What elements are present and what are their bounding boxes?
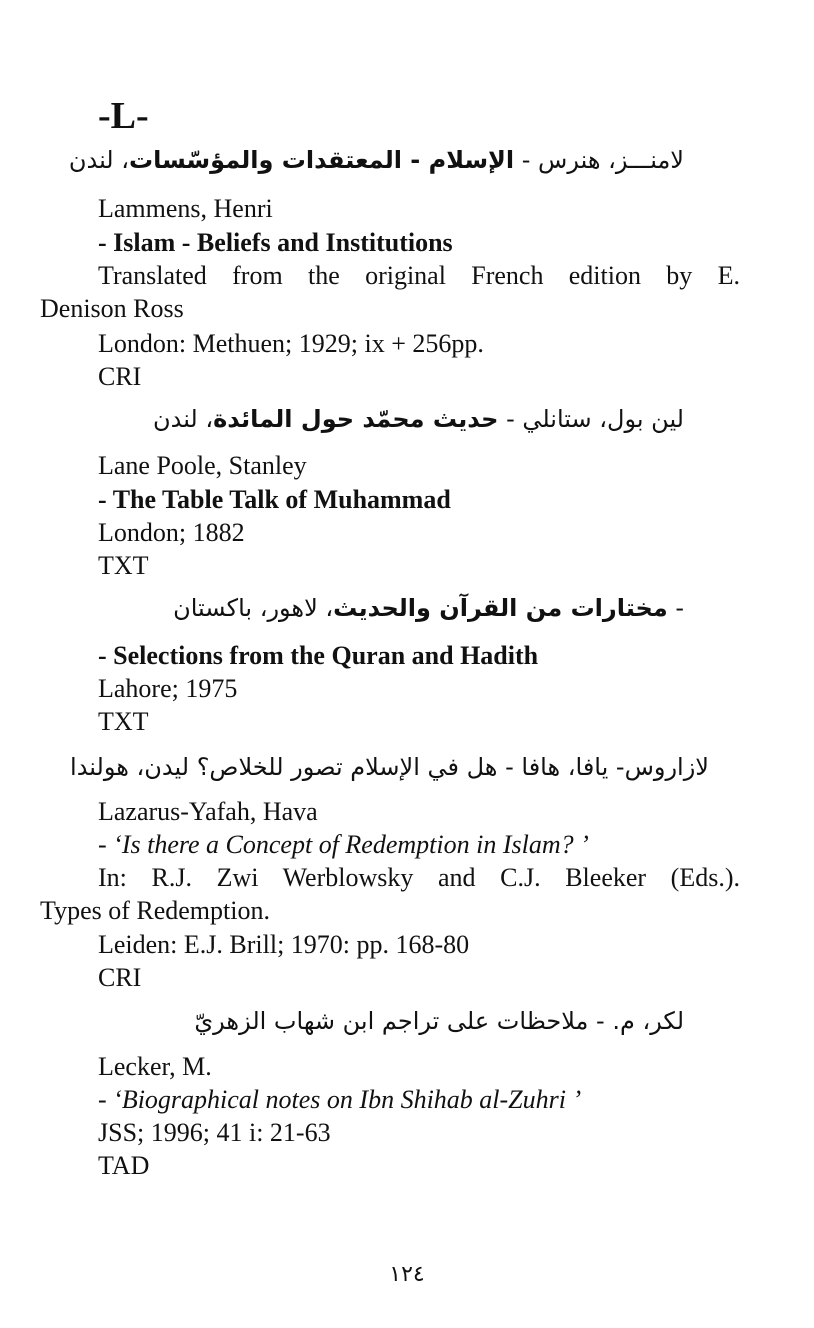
publication-info: Leiden: E.J. Brill; 1970: pp. 168-80 <box>98 930 470 959</box>
book-title: - Islam - Beliefs and Institutions <box>98 228 453 257</box>
source-code: CRI <box>98 963 142 992</box>
publication-info: London; 1882 <box>98 518 245 547</box>
author-name: Lazarus-Yafah, Hava <box>98 797 318 826</box>
source-code: CRI <box>98 362 142 391</box>
publication-info: London: Methuen; 1929; ix + 256pp. <box>98 329 484 358</box>
book-title: - The Table Talk of Muhammad <box>98 485 451 514</box>
source-note: In: R.J. Zwi Werblowsky and C.J. Bleeker (Eds.). <box>98 863 740 892</box>
arabic-heading-lecker: لكر، م. - ملاحظات على تراجم ابن شهاب الزهريّ <box>194 1007 684 1035</box>
book-title: - Selections from the Quran and Hadith <box>98 641 539 670</box>
translation-note: Translated from the original French edition by E. <box>98 261 740 290</box>
author-name: Lecker, M. <box>98 1052 212 1081</box>
publication-info: Lahore; 1975 <box>98 674 238 703</box>
source-code: TXT <box>98 707 149 736</box>
author-name: Lammens, Henri <box>98 194 273 223</box>
article-title: - ‘Biographical notes on Ibn Shihab al-Zuhri ’ <box>98 1085 582 1114</box>
author-name: Lane Poole, Stanley <box>98 451 307 480</box>
source-code: TXT <box>98 551 149 580</box>
translation-note-continued: Denison Ross <box>40 294 184 323</box>
article-title: - ‘Is there a Concept of Redemption in Islam? ’ <box>98 830 589 859</box>
source-code: TAD <box>98 1151 150 1180</box>
arabic-heading-lazarus: لازاروس- يافا، هافا - هل في الإسلام تصور للخلاص؟ ليدن، هولندا <box>70 753 709 781</box>
page-number: ١٢٤ <box>389 1262 425 1287</box>
source-note-continued: Types of Redemption. <box>40 896 270 925</box>
publication-info: JSS; 1996; 41 i: 21-63 <box>98 1118 331 1147</box>
arabic-heading-lammens: لامنـــز، هنرس - الإسلام - المعتقدات والمؤسّسات، لندن <box>68 146 684 174</box>
section-letter: -L- <box>98 95 149 137</box>
arabic-heading-selections: - مختارات من القرآن والحديث، لاهور، باكستان <box>173 594 684 622</box>
arabic-heading-lanepoole: لين بول، ستانلي - حديث محمّد حول المائدة، لندن <box>152 405 684 433</box>
